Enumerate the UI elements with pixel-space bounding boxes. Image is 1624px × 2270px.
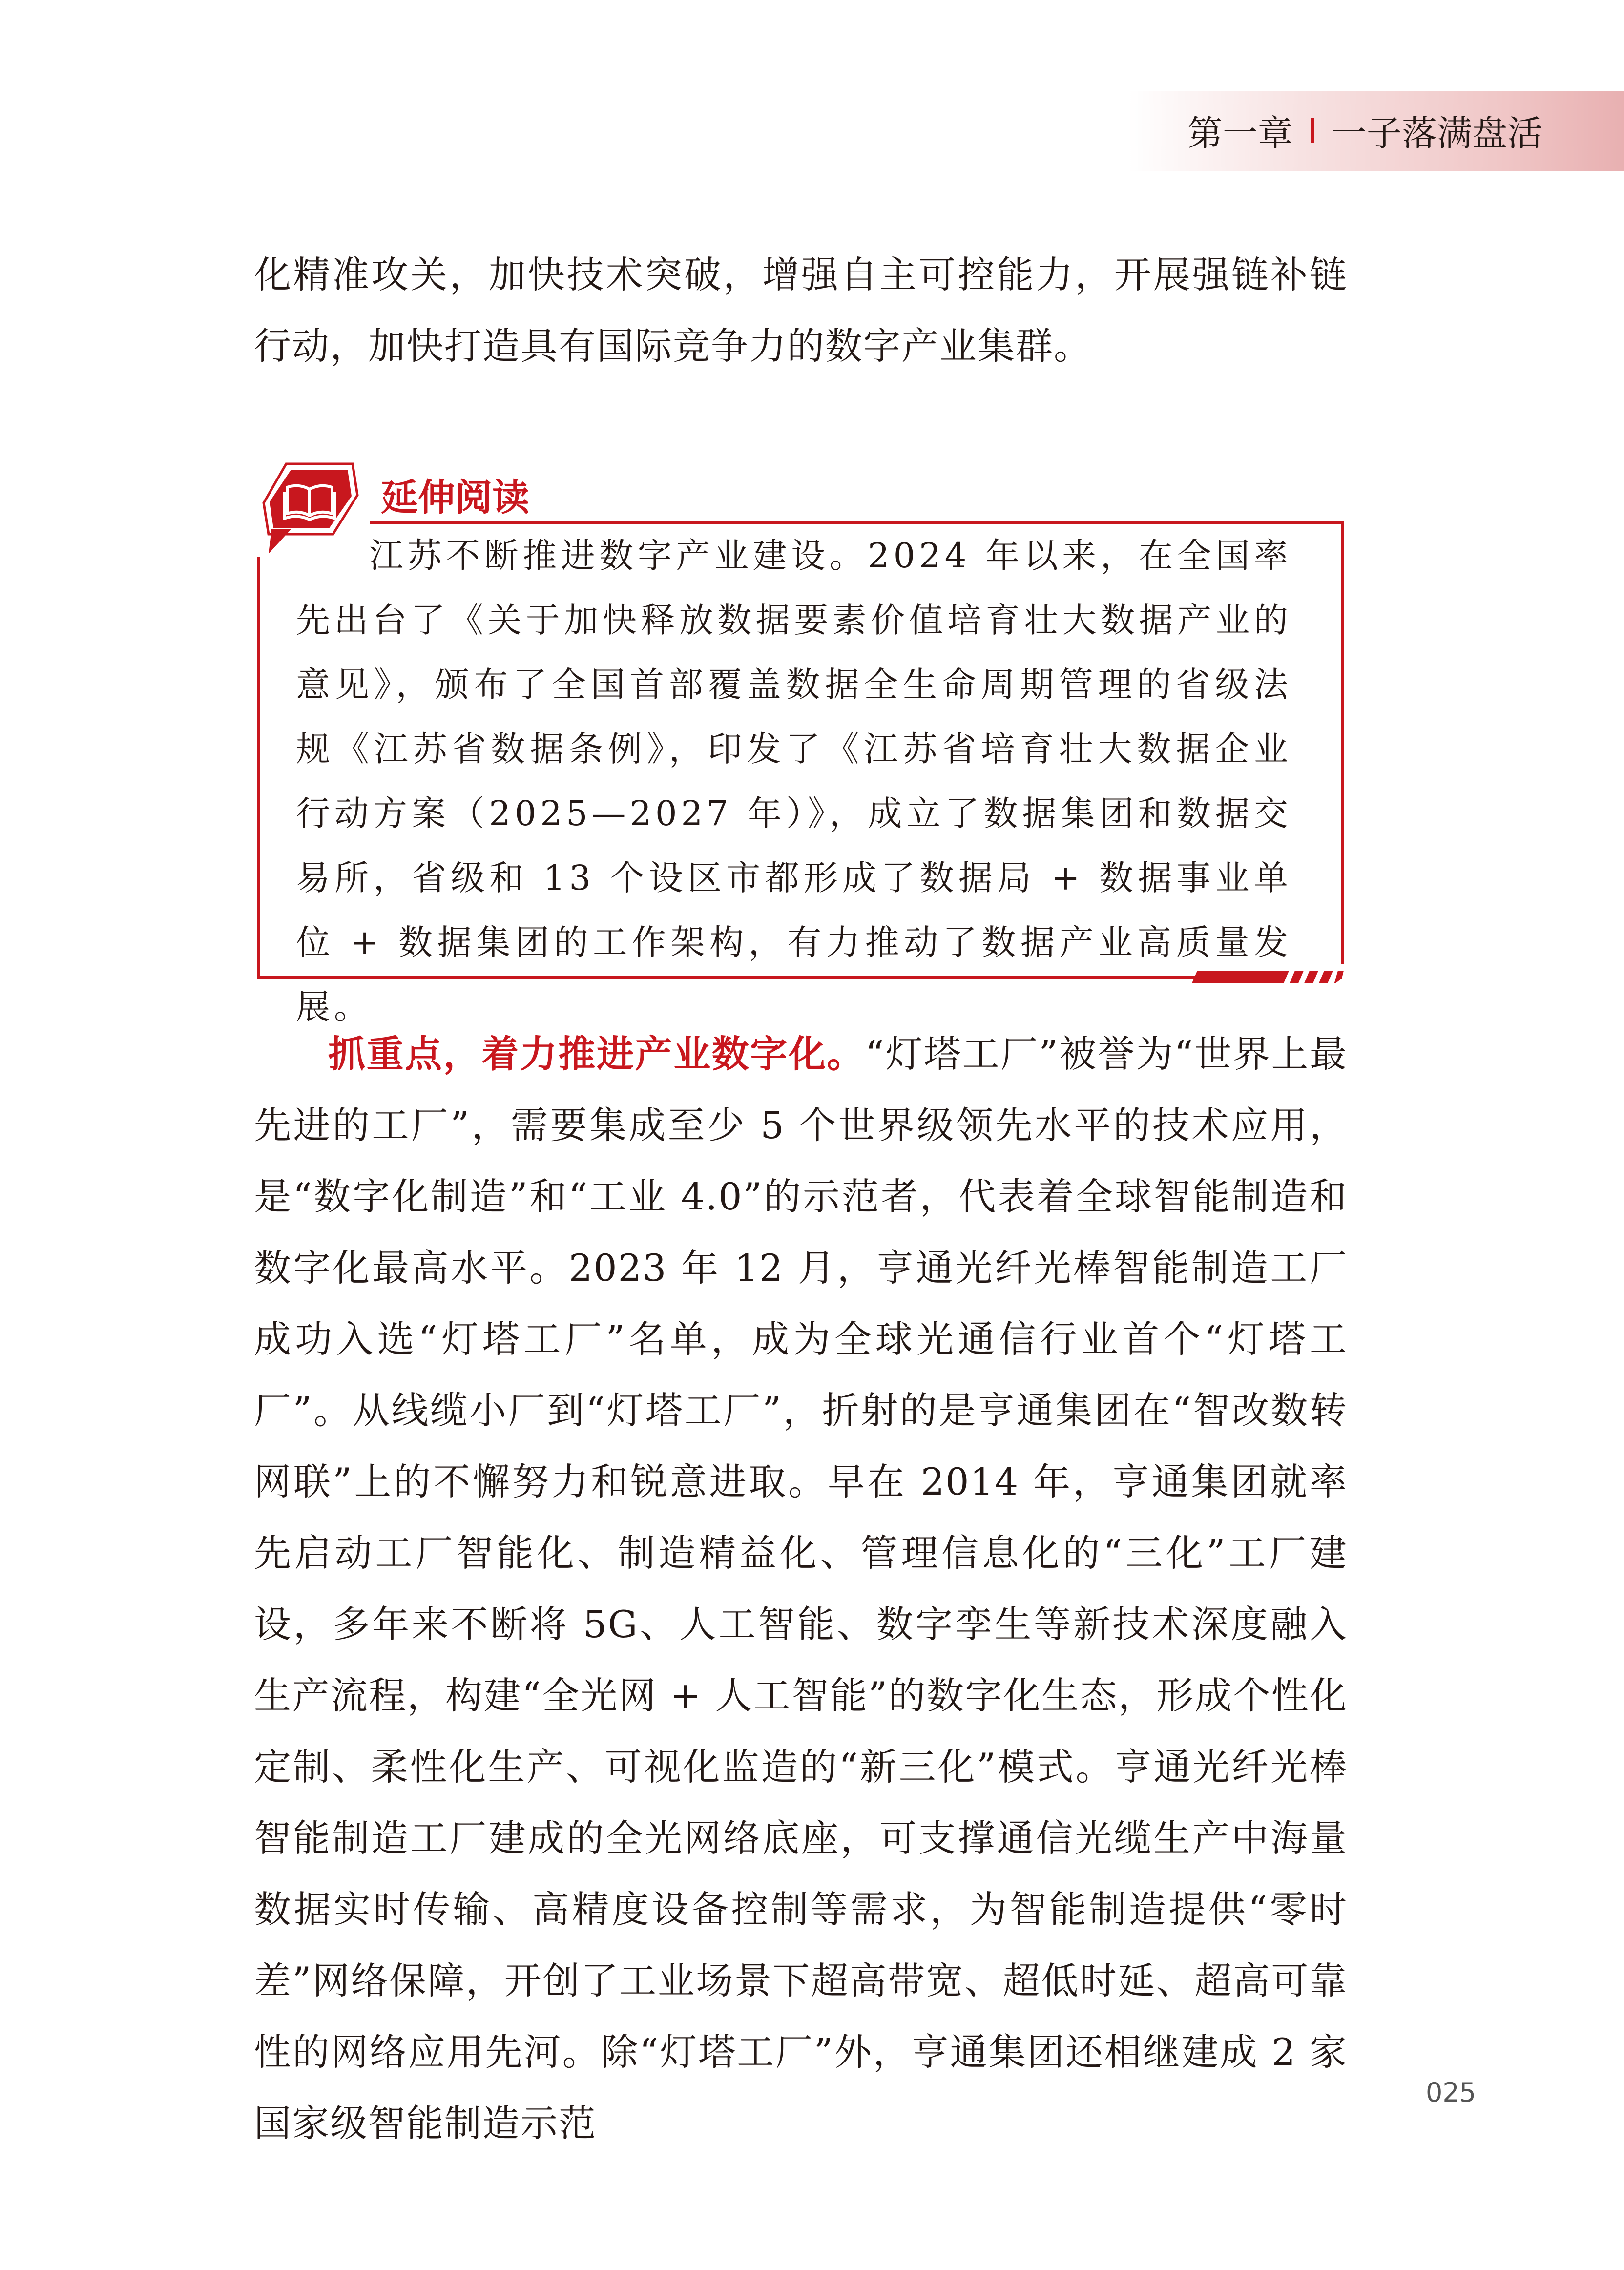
extended-reading-title: 延伸阅读 — [381, 475, 529, 519]
extended-reading-text: 江苏不断推进数字产业建设。2024 年以来，在全国率先出台了《关于加快释放数据要素价值培育壮大数据产业的意见》，颁布了全国首部覆盖数据全生命周期管理的省级法规《江苏省数据条例》，印发了《江苏省培育壮大数据企业行动方案（2025—2027 年）》，成立了数据集团和数据交易所，省级和 13 个设区市都形成了数据局 + 数据事业单位 + 数据集团的工作架构，有力推动了数据产业高质量发展。 — [296, 536, 1292, 1027]
page-number: 025 — [1426, 2077, 1477, 2108]
extended-reading-box — [257, 461, 1344, 1027]
main-paragraph — [254, 1019, 1348, 2159]
chapter-header — [1187, 104, 1542, 157]
chapter-number: 第一章 — [1187, 113, 1293, 154]
chapter-separator — [1311, 118, 1314, 143]
intro-paragraph: 化精准攻关，加快技术突破，增强自主可控能力，开展强链补链行动，加快打造具有国际竞争力的数字产业集群。 — [254, 253, 1348, 368]
paragraph-body: “灯塔工厂”被誉为“世界上最先进的工厂”，需要集成至少 5 个世界级领先水平的技术应用，是“数字化制造”和“工业 4.0”的示范者，代表着全球智能制造和数字化最高水平。2023 年 12 月，亨通光纤光棒智能制造工厂成功入选“灯塔工厂”名单，成为全球光通信行业首个“灯塔工厂”。从线缆小厂到“灯塔工厂”，折射的是亨通集团在“智改数转网联”上的不懈努力和锐意进取。早在 2014 年，亨通集团就率先启动工厂智能化、制造精益化、管理信息化的“三化”工厂建设，多年来不断将 5G、人工智能、数字孪生等新技术深度融入生产流程，构建“全光网 + 人工智能”的数字化生态，形成个性化定制、柔性化生产、可视化监造的“新三化”模式。亨通光纤光棒智能制造工厂建成的全光网络底座，可支撑通信光缆生产中海量数据实时传输、高精度设备控制等需求，为智能制造提供“零时差”网络保障，开创了工业场景下超高带宽、超低时延、超高可靠性的网络应用先河。除“灯塔工厂”外，亨通集团还相继建成 2 家国家级智能制造示范 — [254, 1032, 1348, 2145]
paragraph-highlight: 抓重点，着力推进产业数字化。 — [328, 1032, 866, 1076]
chapter-title: 一子落满盘活 — [1332, 113, 1543, 154]
